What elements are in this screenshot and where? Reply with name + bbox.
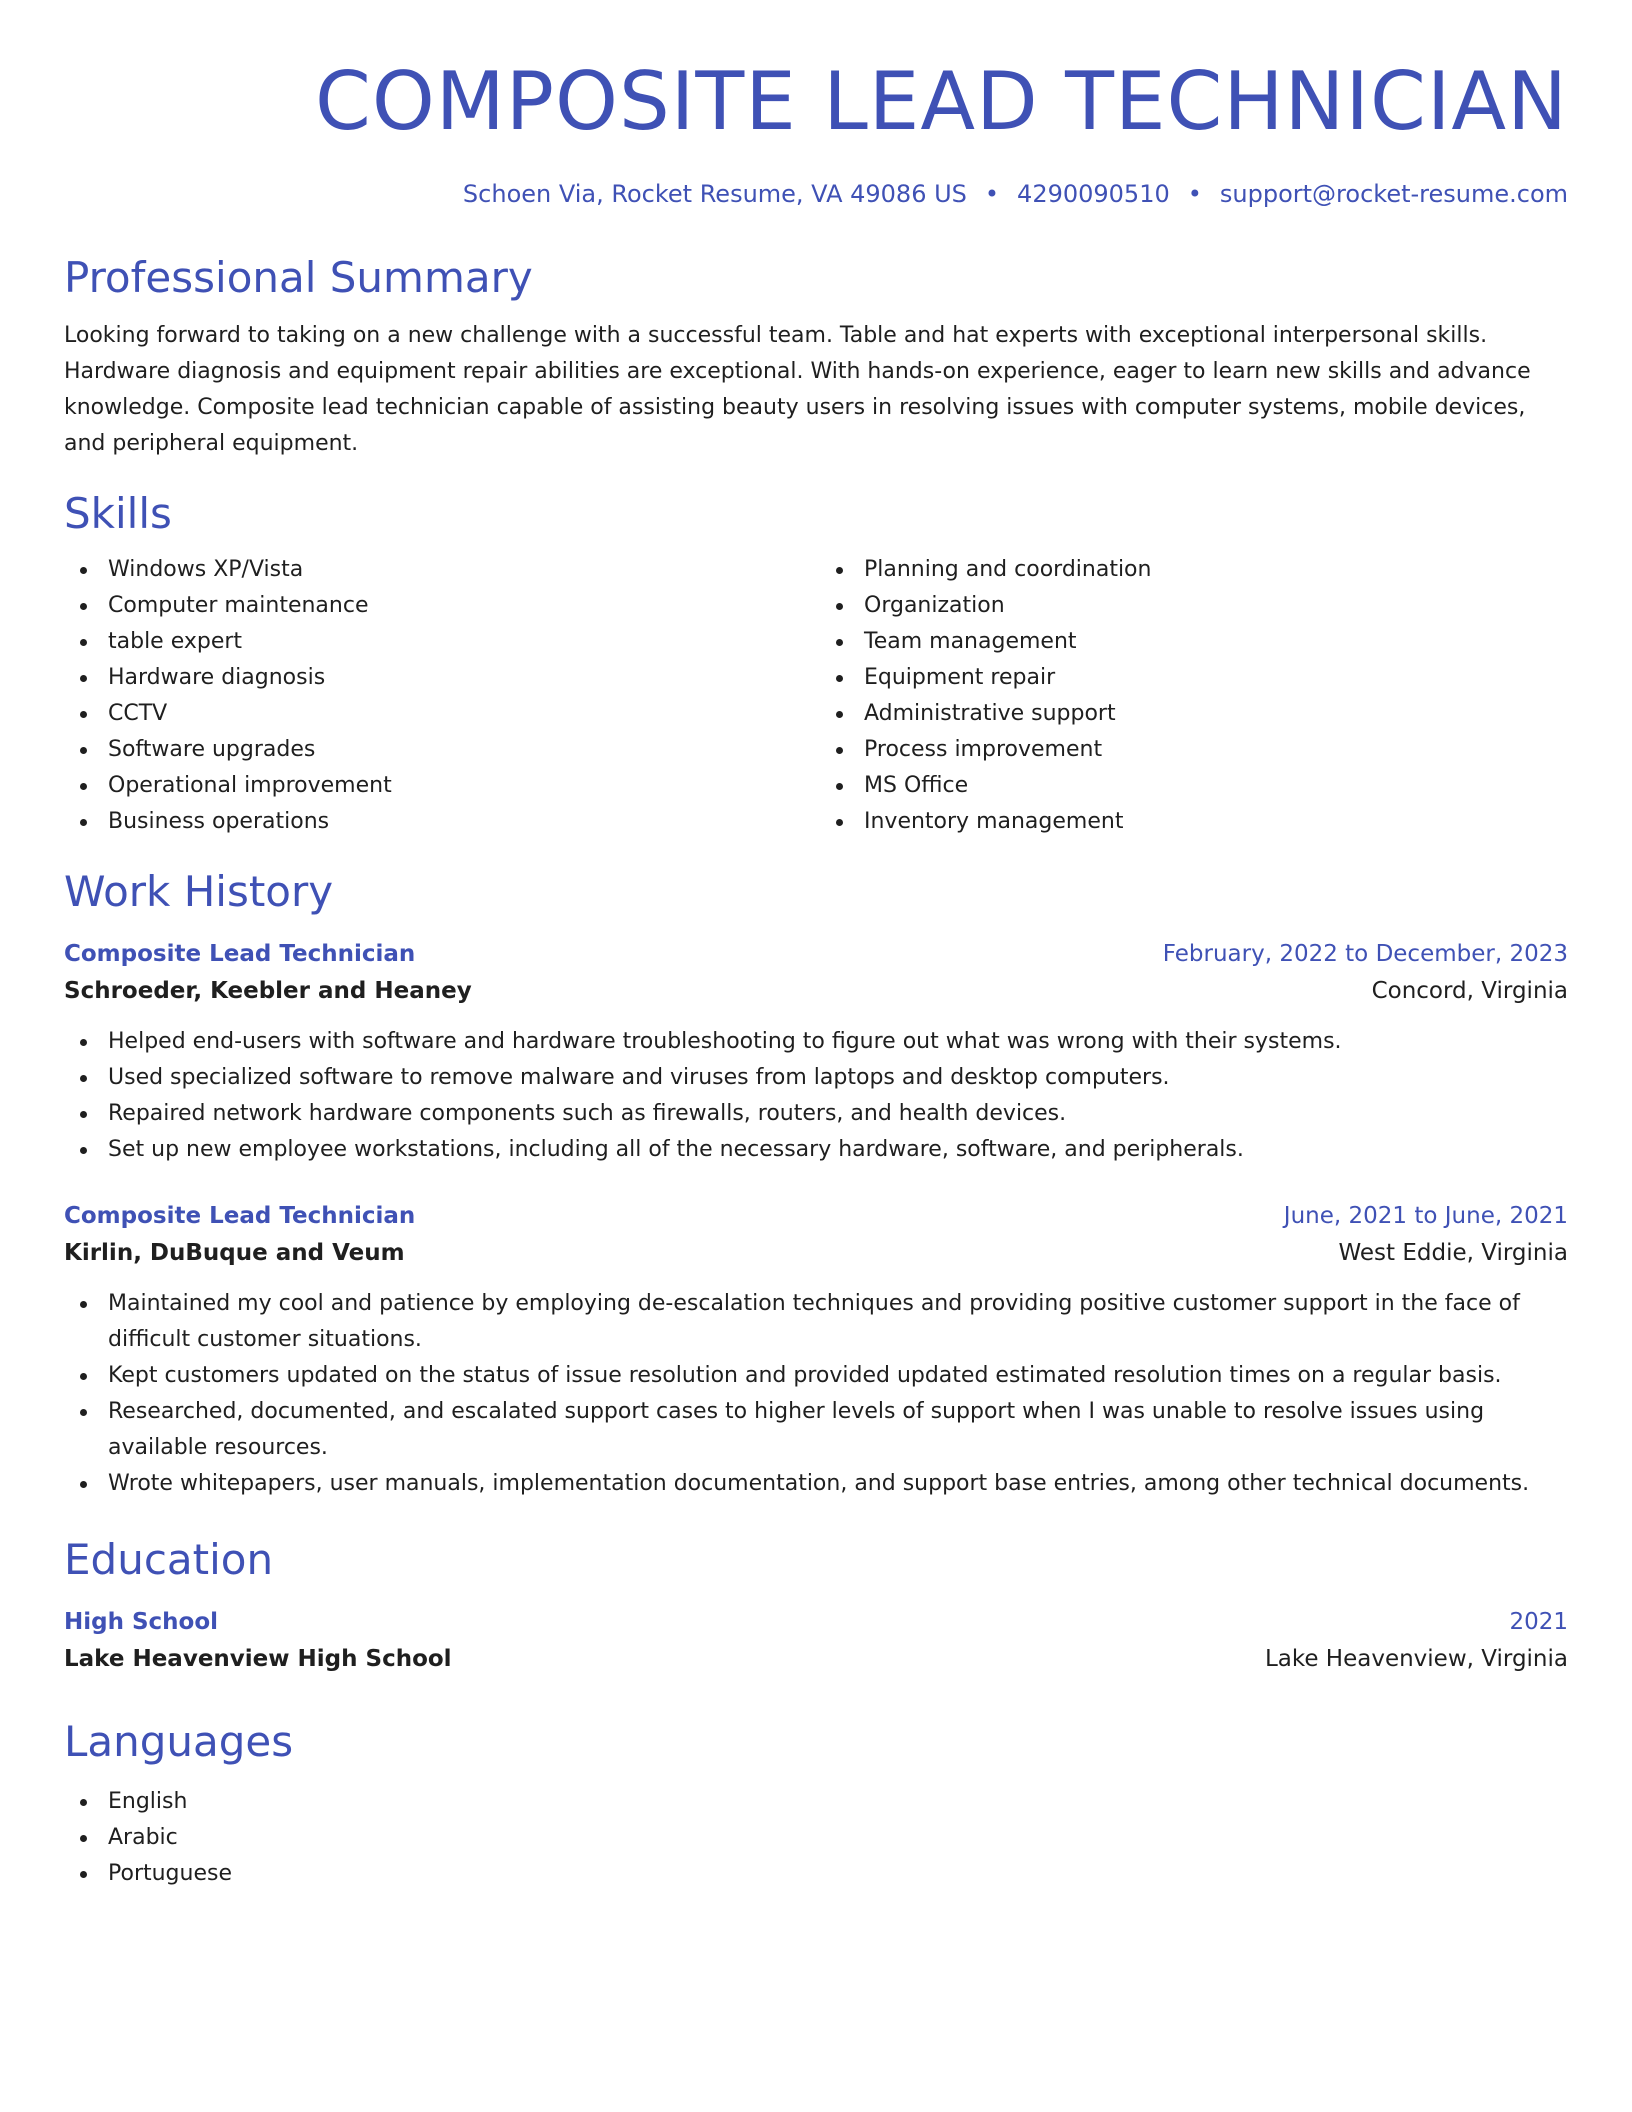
job-entry — [64, 936, 1568, 1168]
contact-address: Schoen Via, Rocket Resume, VA 49086 US — [462, 180, 967, 208]
skill-item: Team management — [820, 624, 1568, 660]
job-duties — [64, 1286, 1568, 1502]
job-location: Concord, Virginia — [1371, 978, 1568, 1004]
languages-list — [64, 1784, 1568, 1892]
education-degree: High School — [64, 1609, 219, 1635]
skill-item: CCTV — [64, 696, 812, 732]
job-duty: Wrote whitepapers, user manuals, implementation documentation, and support base entries, among other technical documents. — [64, 1466, 1568, 1502]
skill-item: Inventory management — [820, 804, 1568, 840]
work-history-heading: Work History — [64, 867, 334, 916]
skill-item: Equipment repair — [820, 660, 1568, 696]
job-duty: Kept customers updated on the status of issue resolution and provided updated estimated resolution times on a regular basis. — [64, 1358, 1568, 1394]
skill-item: Windows XP/Vista — [64, 552, 812, 588]
language-item: English — [64, 1784, 1568, 1820]
education-year: 2021 — [1509, 1609, 1568, 1635]
job-company: Kirlin, DuBuque and Veum — [64, 1240, 405, 1266]
skill-item: Computer maintenance — [64, 588, 812, 624]
job-title: Composite Lead Technician — [64, 941, 416, 967]
job-title: Composite Lead Technician — [64, 1203, 416, 1229]
skill-item: Hardware diagnosis — [64, 660, 812, 696]
skill-item: Administrative support — [820, 696, 1568, 732]
skill-item: table expert — [64, 624, 812, 660]
language-item: Arabic — [64, 1820, 1568, 1856]
skill-item: Organization — [820, 588, 1568, 624]
languages-heading: Languages — [64, 1717, 294, 1766]
skill-item: Business operations — [64, 804, 812, 840]
skills-list — [64, 552, 1568, 840]
contact-separator: • — [984, 180, 1000, 208]
candidate-name: COMPOSITE LEAD TECHNICIAN — [314, 55, 1568, 148]
job-duty: Repaired network hardware components such as firewalls, routers, and health devices. — [64, 1096, 1568, 1132]
job-dates: February, 2022 to December, 2023 — [1162, 941, 1568, 967]
job-duty: Set up new employee workstations, including all of the necessary hardware, software, and peripherals. — [64, 1132, 1568, 1168]
summary-text: Looking forward to taking on a new challenge with a successful team. Table and hat experts with exceptional interpersonal skills. Hardware diagnosis and equipment repair abilities are exceptional. With hands-on experience, eager to learn new skills and advance knowledge. Composite lead technician capable of assisting beauty users in resolving issues with computer systems, mobile devices, and peripheral equipment. — [64, 323, 1531, 456]
resume-header — [64, 52, 1568, 210]
job-location: West Eddie, Virginia — [1338, 1240, 1568, 1266]
job-duties — [64, 1024, 1568, 1168]
job-duty: Used specialized software to remove malware and viruses from laptops and desktop computers. — [64, 1060, 1568, 1096]
skill-item: Process improvement — [820, 732, 1568, 768]
skills-heading: Skills — [64, 489, 172, 538]
skill-item: MS Office — [820, 768, 1568, 804]
education-location: Lake Heavenview, Virginia — [1264, 1646, 1568, 1672]
job-duty: Researched, documented, and escalated support cases to higher levels of support when I was unable to resolve issues using available resources. — [64, 1394, 1568, 1466]
job-duty: Maintained my cool and patience by employing de-escalation techniques and providing positive customer support in the face of difficult customer situations. — [64, 1286, 1568, 1358]
education-entry — [64, 1604, 1568, 1678]
education-school: Lake Heavenview High School — [64, 1646, 452, 1672]
language-item: Portuguese — [64, 1856, 1568, 1892]
skill-item: Operational improvement — [64, 768, 812, 804]
job-dates: June, 2021 to June, 2021 — [1283, 1203, 1568, 1229]
skill-item: Software upgrades — [64, 732, 812, 768]
skill-item: Planning and coordination — [820, 552, 1568, 588]
contact-line — [64, 178, 1568, 210]
job-entry — [64, 1198, 1568, 1502]
contact-separator: • — [1187, 180, 1202, 208]
skills-column-left — [64, 552, 812, 840]
contact-email: support@rocket-resume.com — [1219, 180, 1568, 208]
education-heading: Education — [64, 1535, 274, 1584]
job-company: Schroeder, Keebler and Heaney — [64, 978, 472, 1004]
job-duty: Helped end-users with software and hardware troubleshooting to figure out what was wrong with their systems. — [64, 1024, 1568, 1060]
skills-column-right — [812, 552, 1568, 840]
summary-heading: Professional Summary — [64, 253, 533, 302]
contact-phone: 4290090510 — [1017, 180, 1170, 208]
